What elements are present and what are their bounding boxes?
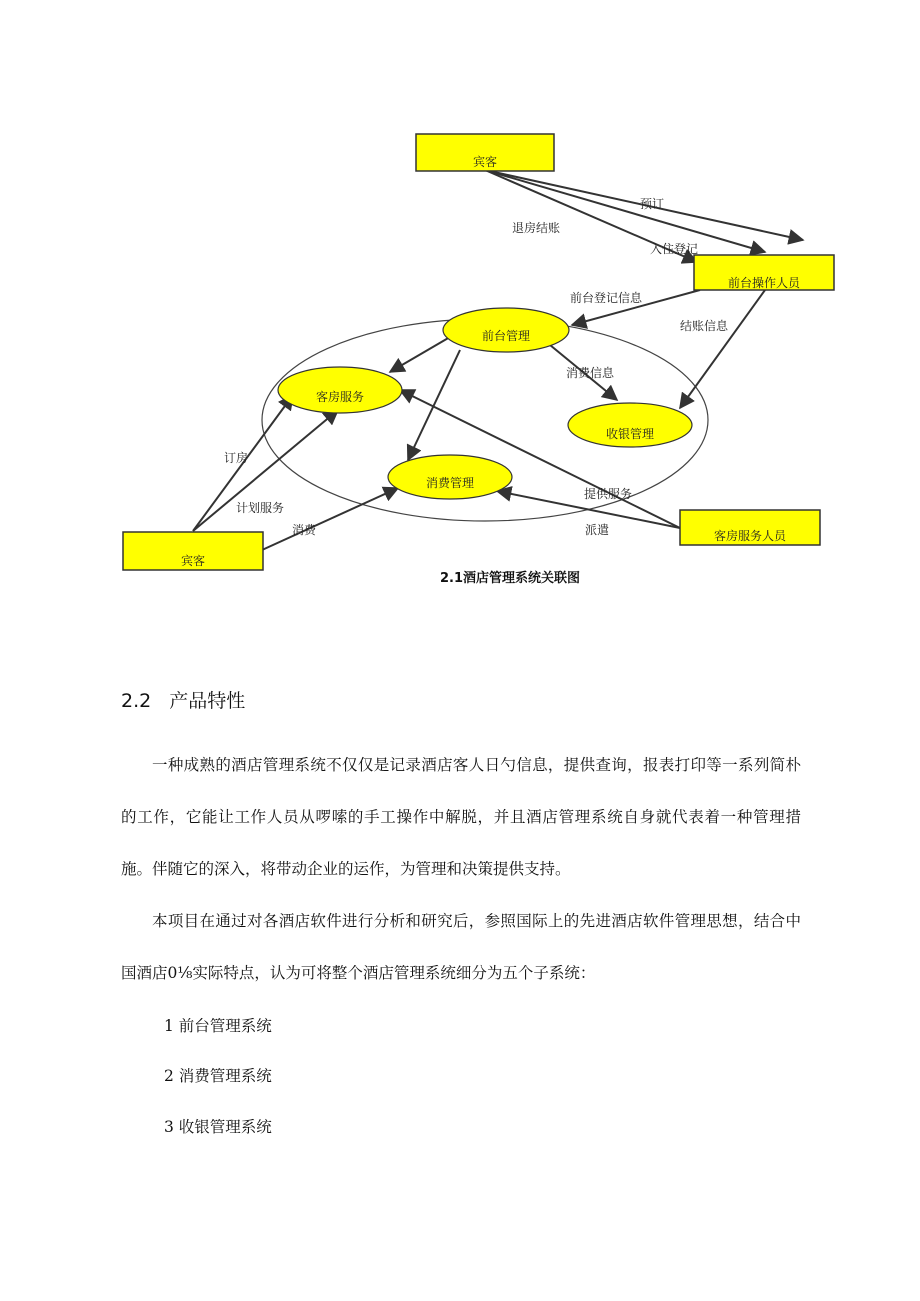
svg-text:预订: 预订 — [640, 197, 665, 211]
paragraph-intro: 一种成熟的酒店管理系统不仅仅是记录酒店客人日勺信息，提供查询，报表打印等一系列简朴的工作，它能让工作人员从啰嗦的手工操作中解脱，并且酒店管理系统自身就代表着一种管理措施。伴随它的深入，将带动企业的运作，为管理和决策提供支持。 — [121, 756, 801, 878]
section-title-text: 产品特性 — [169, 690, 246, 712]
svg-text:前台登记信息: 前台登记信息 — [570, 291, 643, 305]
subsystem-item: 3 收银管理系统 — [164, 1118, 272, 1136]
svg-text:消费管理: 消费管理 — [425, 476, 475, 490]
edge-staff-to-cashier — [680, 290, 765, 408]
edge-checkin — [485, 170, 765, 252]
svg-text:退房结账: 退房结账 — [512, 221, 561, 235]
svg-text:消费: 消费 — [292, 523, 317, 537]
svg-text:消费信息: 消费信息 — [566, 366, 615, 380]
svg-text:客房服务人员: 客房服务人员 — [713, 529, 787, 543]
svg-text:入住登记: 入住登记 — [650, 242, 699, 256]
section-heading — [121, 686, 245, 713]
figure-caption: 2.1酒店管理系统关联图 — [439, 571, 581, 586]
svg-text:前台操作人员: 前台操作人员 — [727, 276, 801, 290]
subsystem-item: 1 前台管理系统 — [164, 1017, 272, 1035]
svg-text:前台管理: 前台管理 — [481, 329, 531, 343]
hotel-system-relation-diagram — [0, 0, 920, 620]
svg-text:订房: 订房 — [224, 451, 249, 465]
svg-text:宾客: 宾客 — [472, 155, 498, 169]
svg-text:提供服务: 提供服务 — [584, 487, 633, 501]
svg-text:派遣: 派遣 — [585, 523, 610, 537]
svg-text:客房服务: 客房服务 — [315, 390, 365, 404]
subsystem-item: 2 消费管理系统 — [164, 1067, 272, 1085]
edge-frontdesk-to-service — [390, 337, 450, 372]
svg-text:宾客: 宾客 — [180, 554, 206, 568]
edge-customer-consume — [262, 488, 398, 550]
svg-text:收银管理: 收银管理 — [605, 427, 655, 441]
svg-text:结账信息: 结账信息 — [680, 319, 729, 333]
svg-text:计划服务: 计划服务 — [236, 501, 285, 515]
edge-frontdesk-to-consumption — [408, 350, 460, 460]
paragraph-project: 本项目在通过对各酒店软件进行分析和研究后，参照国际上的先进酒店软件管理思想，结合中国酒店0⅛实际特点，认为可将整个酒店管理系统细分为五个子系统： — [121, 912, 801, 982]
section-number: 2.2 — [121, 690, 152, 712]
